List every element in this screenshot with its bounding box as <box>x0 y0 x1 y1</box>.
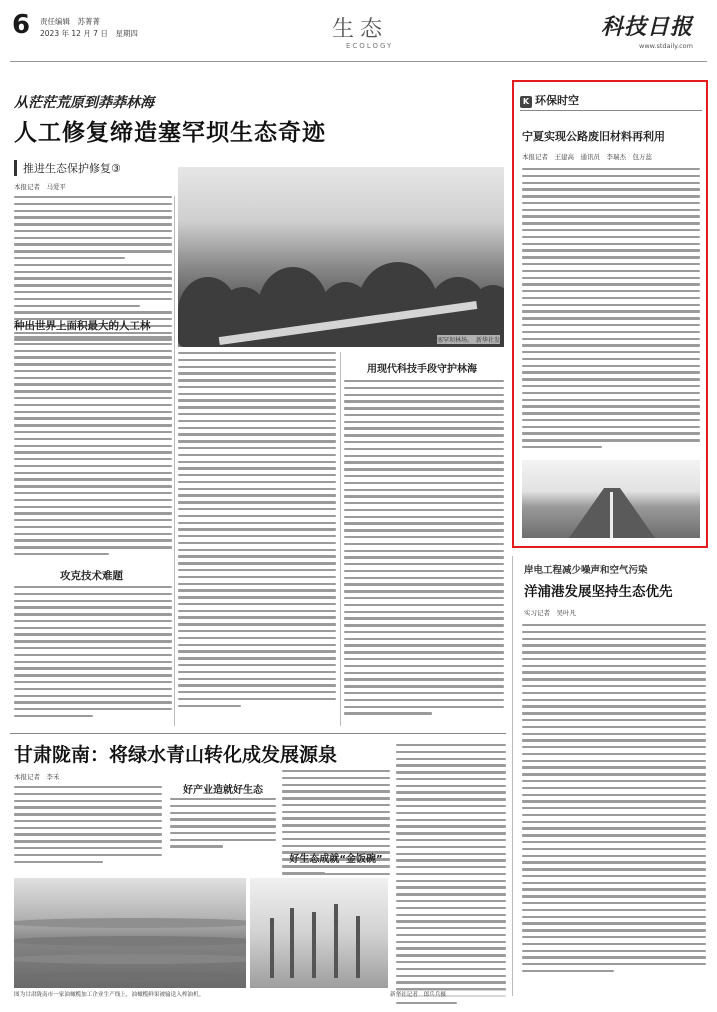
main-text-block <box>344 380 504 719</box>
section-subtitle: ECOLOGY <box>346 42 394 50</box>
column-label <box>520 92 579 108</box>
column-text-block <box>522 168 700 453</box>
column-divider <box>340 352 341 726</box>
main-headline: 人工修复缔造塞罕坝生态奇迹 <box>14 120 326 146</box>
page-number: 6 <box>12 10 31 40</box>
editor-line: 责任编辑 苏菁菁 <box>40 17 100 26</box>
column-name: 环保时空 <box>535 94 579 107</box>
column-k-icon: K <box>520 96 532 108</box>
column-headline: 宁夏实现公路废旧材料再利用 <box>522 130 665 143</box>
main-subhead-2: 攻克技术难题 <box>60 570 123 582</box>
side-kicker: 岸电工程减少噪声和空气污染 <box>524 565 648 576</box>
bottom-text-block <box>14 786 162 867</box>
poplar-trees-photo <box>250 878 388 988</box>
bottom-headline: 甘肃陇南：将绿水青山转化成发展源泉 <box>14 744 338 766</box>
main-subhead-1: 种出世界上面积最大的人工林 <box>14 320 151 332</box>
column-rule <box>520 110 702 111</box>
series-label: 推进生态保护修复③ <box>14 160 204 176</box>
bottom-text-block <box>170 798 276 852</box>
side-text-block <box>522 624 706 977</box>
newspaper-url: www.stdaily.com <box>639 42 693 50</box>
bottom-rule <box>10 733 506 734</box>
section-title: 生态 <box>332 17 389 42</box>
terrace-field-photo <box>14 878 246 988</box>
side-headline: 洋浦港发展坚持生态优先 <box>524 584 673 600</box>
main-byline: 本报记者 马爱平 <box>14 183 66 191</box>
masthead-meta <box>40 16 138 40</box>
bottom-text-block <box>396 744 506 1008</box>
masthead <box>10 8 707 62</box>
highlighted-column-box <box>512 80 708 548</box>
newspaper-logo: 科技日报 <box>600 14 693 40</box>
column-divider <box>174 196 175 726</box>
column-divider <box>512 556 513 996</box>
main-text-block <box>14 586 172 722</box>
main-kicker: 从茫茫荒原到莽莽林海 <box>14 95 154 111</box>
bottom-subhead-1: 好产业造就好生态 <box>183 785 263 796</box>
date-line: 2023 年 12 月 7 日 星期四 <box>40 29 138 38</box>
main-text-block <box>14 336 172 560</box>
bottom-subhead-2: 好生态成就“金饭碗” <box>289 854 383 865</box>
forest-photo-caption: 塞罕坝林场。 新华社发 <box>436 337 500 344</box>
bottom-photo-credit: 新华社记者 郎兵兵摄 <box>390 990 506 998</box>
main-subhead-3: 用现代科技手段守护林海 <box>367 364 477 375</box>
side-byline: 实习记者 吴叶凡 <box>524 609 576 617</box>
bottom-byline: 本报记者 李禾 <box>14 773 60 781</box>
road-photo <box>522 460 700 538</box>
main-text-block <box>178 352 336 711</box>
forest-photo <box>178 167 504 347</box>
bottom-photo-caption: 图为甘肃陇南市一家油橄榄加工企业生产线上，油橄榄鲜果被输送入榨油机。 <box>14 990 386 998</box>
column-byline: 本报记者 王建高 通讯员 李瑞杰 包万蕊 <box>522 153 652 161</box>
